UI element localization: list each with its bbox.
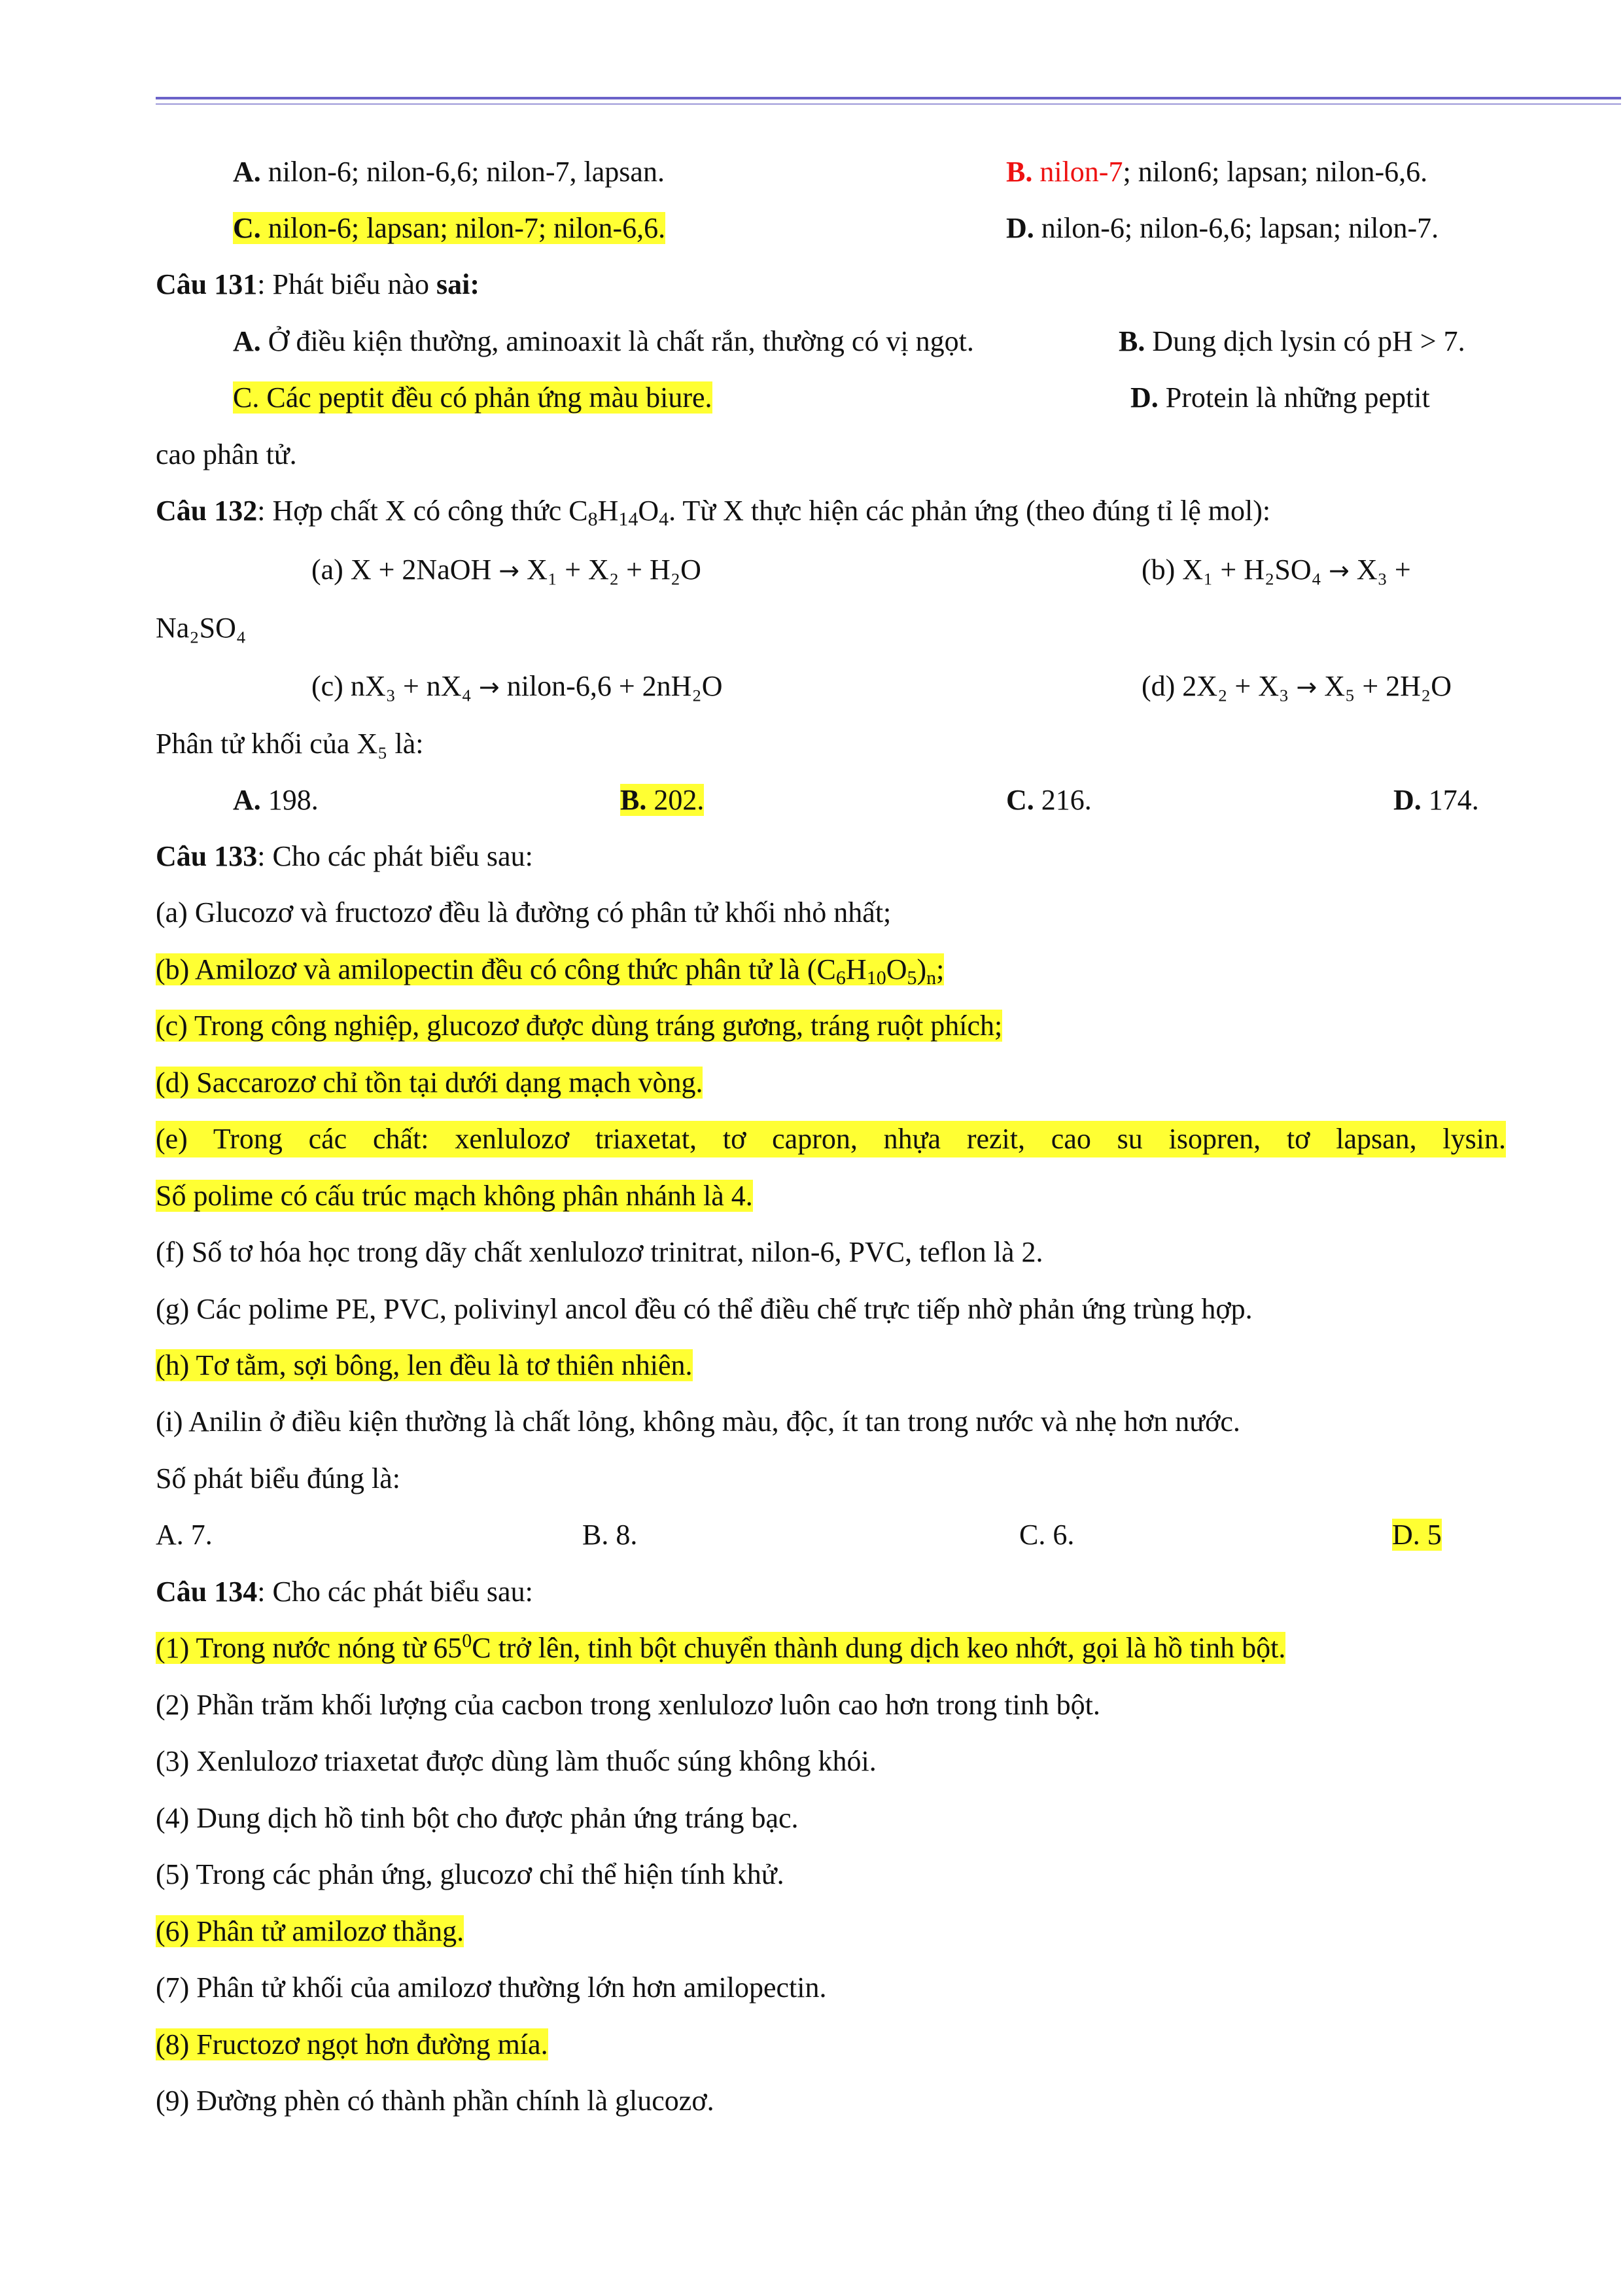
q134-statement-1: (1) Trong nước nóng từ $65^0C$ trở lên, tinh bột chuyển thành dung dịch keo nhớt, gọi là hồ tinh bột. xyxy=(156,1630,1286,1664)
q134-statement-2: (2) Phần trăm khối lượng của cacbon trong xenlulozơ luôn cao hơn trong tinh bột. xyxy=(156,1689,1100,1721)
q132-equation-b-cont: Na₂SO₄ xyxy=(156,612,247,644)
q131-option-d: D. Protein là những peptit xyxy=(1130,381,1430,414)
q133-option-b: B. 8. xyxy=(582,1519,638,1551)
q133-statement-f: (f) Số tơ hóa học trong dãy chất xenlulozơ trinitrat, nilon-6, PVC, teflon là 2. xyxy=(156,1236,1043,1268)
q134-statement-5: (5) Trong các phản ứng, glucozơ chỉ thể hiện tính khử. xyxy=(156,1858,784,1890)
q132-stem: Câu 132: Hợp chất X có công thức $C_8H_{14}O_4$. Từ X thực hiện các phản ứng (theo đúng tỉ lệ mol): xyxy=(156,495,1271,530)
q132-option-c: C. 216. xyxy=(1006,784,1092,816)
q133-statement-i: (i) Anilin ở điều kiện thường là chất lỏng, không màu, độc, ít tan trong nước và nhẹ hơn nước. xyxy=(156,1405,1240,1438)
q133-stem: Câu 133: Cho các phát biểu sau: xyxy=(156,840,533,872)
q133-statement-a: (a) Glucozơ và fructozơ đều là đường có phân tử khối nhỏ nhất; xyxy=(156,896,892,928)
q133-option-c: C. 6. xyxy=(1019,1519,1075,1551)
q134-statement-8: (8) Fructozơ ngọt hơn đường mía. xyxy=(156,2028,548,2060)
q134-statement-7: (7) Phân tử khối của amilozơ thường lớn hơn amilopectin. xyxy=(156,1971,827,2004)
q132-ask: Phân tử khối của X₅ là: xyxy=(156,728,424,760)
q131-option-c: C. Các peptit đều có phản ứng màu biure. xyxy=(233,381,712,414)
q133-statement-g: (g) Các polime PE, PVC, polivinyl ancol đều có thể điều chế trực tiếp nhờ phản ứng trùng hợp. xyxy=(156,1293,1253,1325)
q130-option-b: B. nilon-7; nilon6; lapsan; nilon-6,6. xyxy=(1006,156,1428,188)
q133-statement-e-cont: Số polime có cấu trúc mạch không phân nhánh là 4. xyxy=(156,1180,753,1212)
q133-statement-c: (c) Trong công nghiệp, glucozơ được dùng tráng gương, tráng ruột phích; xyxy=(156,1010,1003,1042)
q131-option-a: A. Ở điều kiện thường, aminoaxit là chất rắn, thường có vị ngọt. xyxy=(233,325,974,357)
header-rule xyxy=(156,97,1621,99)
q130-option-c: C. nilon-6; lapsan; nilon-7; nilon-6,6. xyxy=(233,212,666,244)
q133-statement-b: (b) Amilozơ và amilopectin đều có công thức phân tử là $(C_6H_{10}O_5)_n$; xyxy=(156,953,945,989)
q134-statement-9: (9) Đường phèn có thành phần chính là glucozơ. xyxy=(156,2085,714,2117)
q133-statement-h: (h) Tơ tằm, sợi bông, len đều là tơ thiên nhiên. xyxy=(156,1349,693,1381)
q132-equation-c: (c) nX₃ + nX₄ → nilon-6,6 + 2nH₂O xyxy=(311,670,723,702)
q132-option-d: D. 174. xyxy=(1393,784,1479,816)
q130-option-d: D. nilon-6; nilon-6,6; lapsan; nilon-7. xyxy=(1006,212,1439,244)
q132-option-b: B. 202. xyxy=(620,784,705,816)
q133-option-a: A. 7. xyxy=(156,1519,213,1551)
q131-option-b: B. Dung dịch lysin có pH > 7. xyxy=(1119,325,1465,357)
header-rule-thin xyxy=(156,103,1621,105)
q130-option-a: A. nilon-6; nilon-6,6; nilon-7, lapsan. xyxy=(233,156,665,188)
q133-statement-e: (e) Trong các chất: xenlulozơ triaxetat, tơ capron, nhựa rezit, cao su isopren, tơ lapsan, lysin. xyxy=(156,1121,1506,1157)
q131-option-d-cont: cao phân tử. xyxy=(156,438,297,470)
q132-equation-d: (d) 2X₂ + X₃ → X₅ + 2H₂O xyxy=(1142,670,1452,702)
q132-equation-b: (b) X₁ + H₂SO₄ → X₃ + xyxy=(1142,554,1411,586)
q131-stem: Câu 131: Phát biểu nào sai: xyxy=(156,268,480,300)
q133-statement-d: (d) Saccarozơ chỉ tồn tại dưới dạng mạch vòng. xyxy=(156,1067,703,1099)
q133-ask: Số phát biểu đúng là: xyxy=(156,1462,400,1494)
q132-option-a: A. 198. xyxy=(233,784,319,816)
q134-statement-3: (3) Xenlulozơ triaxetat được dùng làm thuốc súng không khói. xyxy=(156,1745,877,1777)
q134-stem: Câu 134: Cho các phát biểu sau: xyxy=(156,1576,533,1608)
q134-statement-4: (4) Dung dịch hồ tinh bột cho được phản ứng tráng bạc. xyxy=(156,1802,799,1834)
q132-equation-a: (a) X + 2NaOH → X₁ + X₂ + H₂O xyxy=(311,554,701,586)
q133-option-d: D. 5 xyxy=(1392,1519,1442,1551)
q134-statement-6: (6) Phân tử amilozơ thẳng. xyxy=(156,1915,464,1947)
